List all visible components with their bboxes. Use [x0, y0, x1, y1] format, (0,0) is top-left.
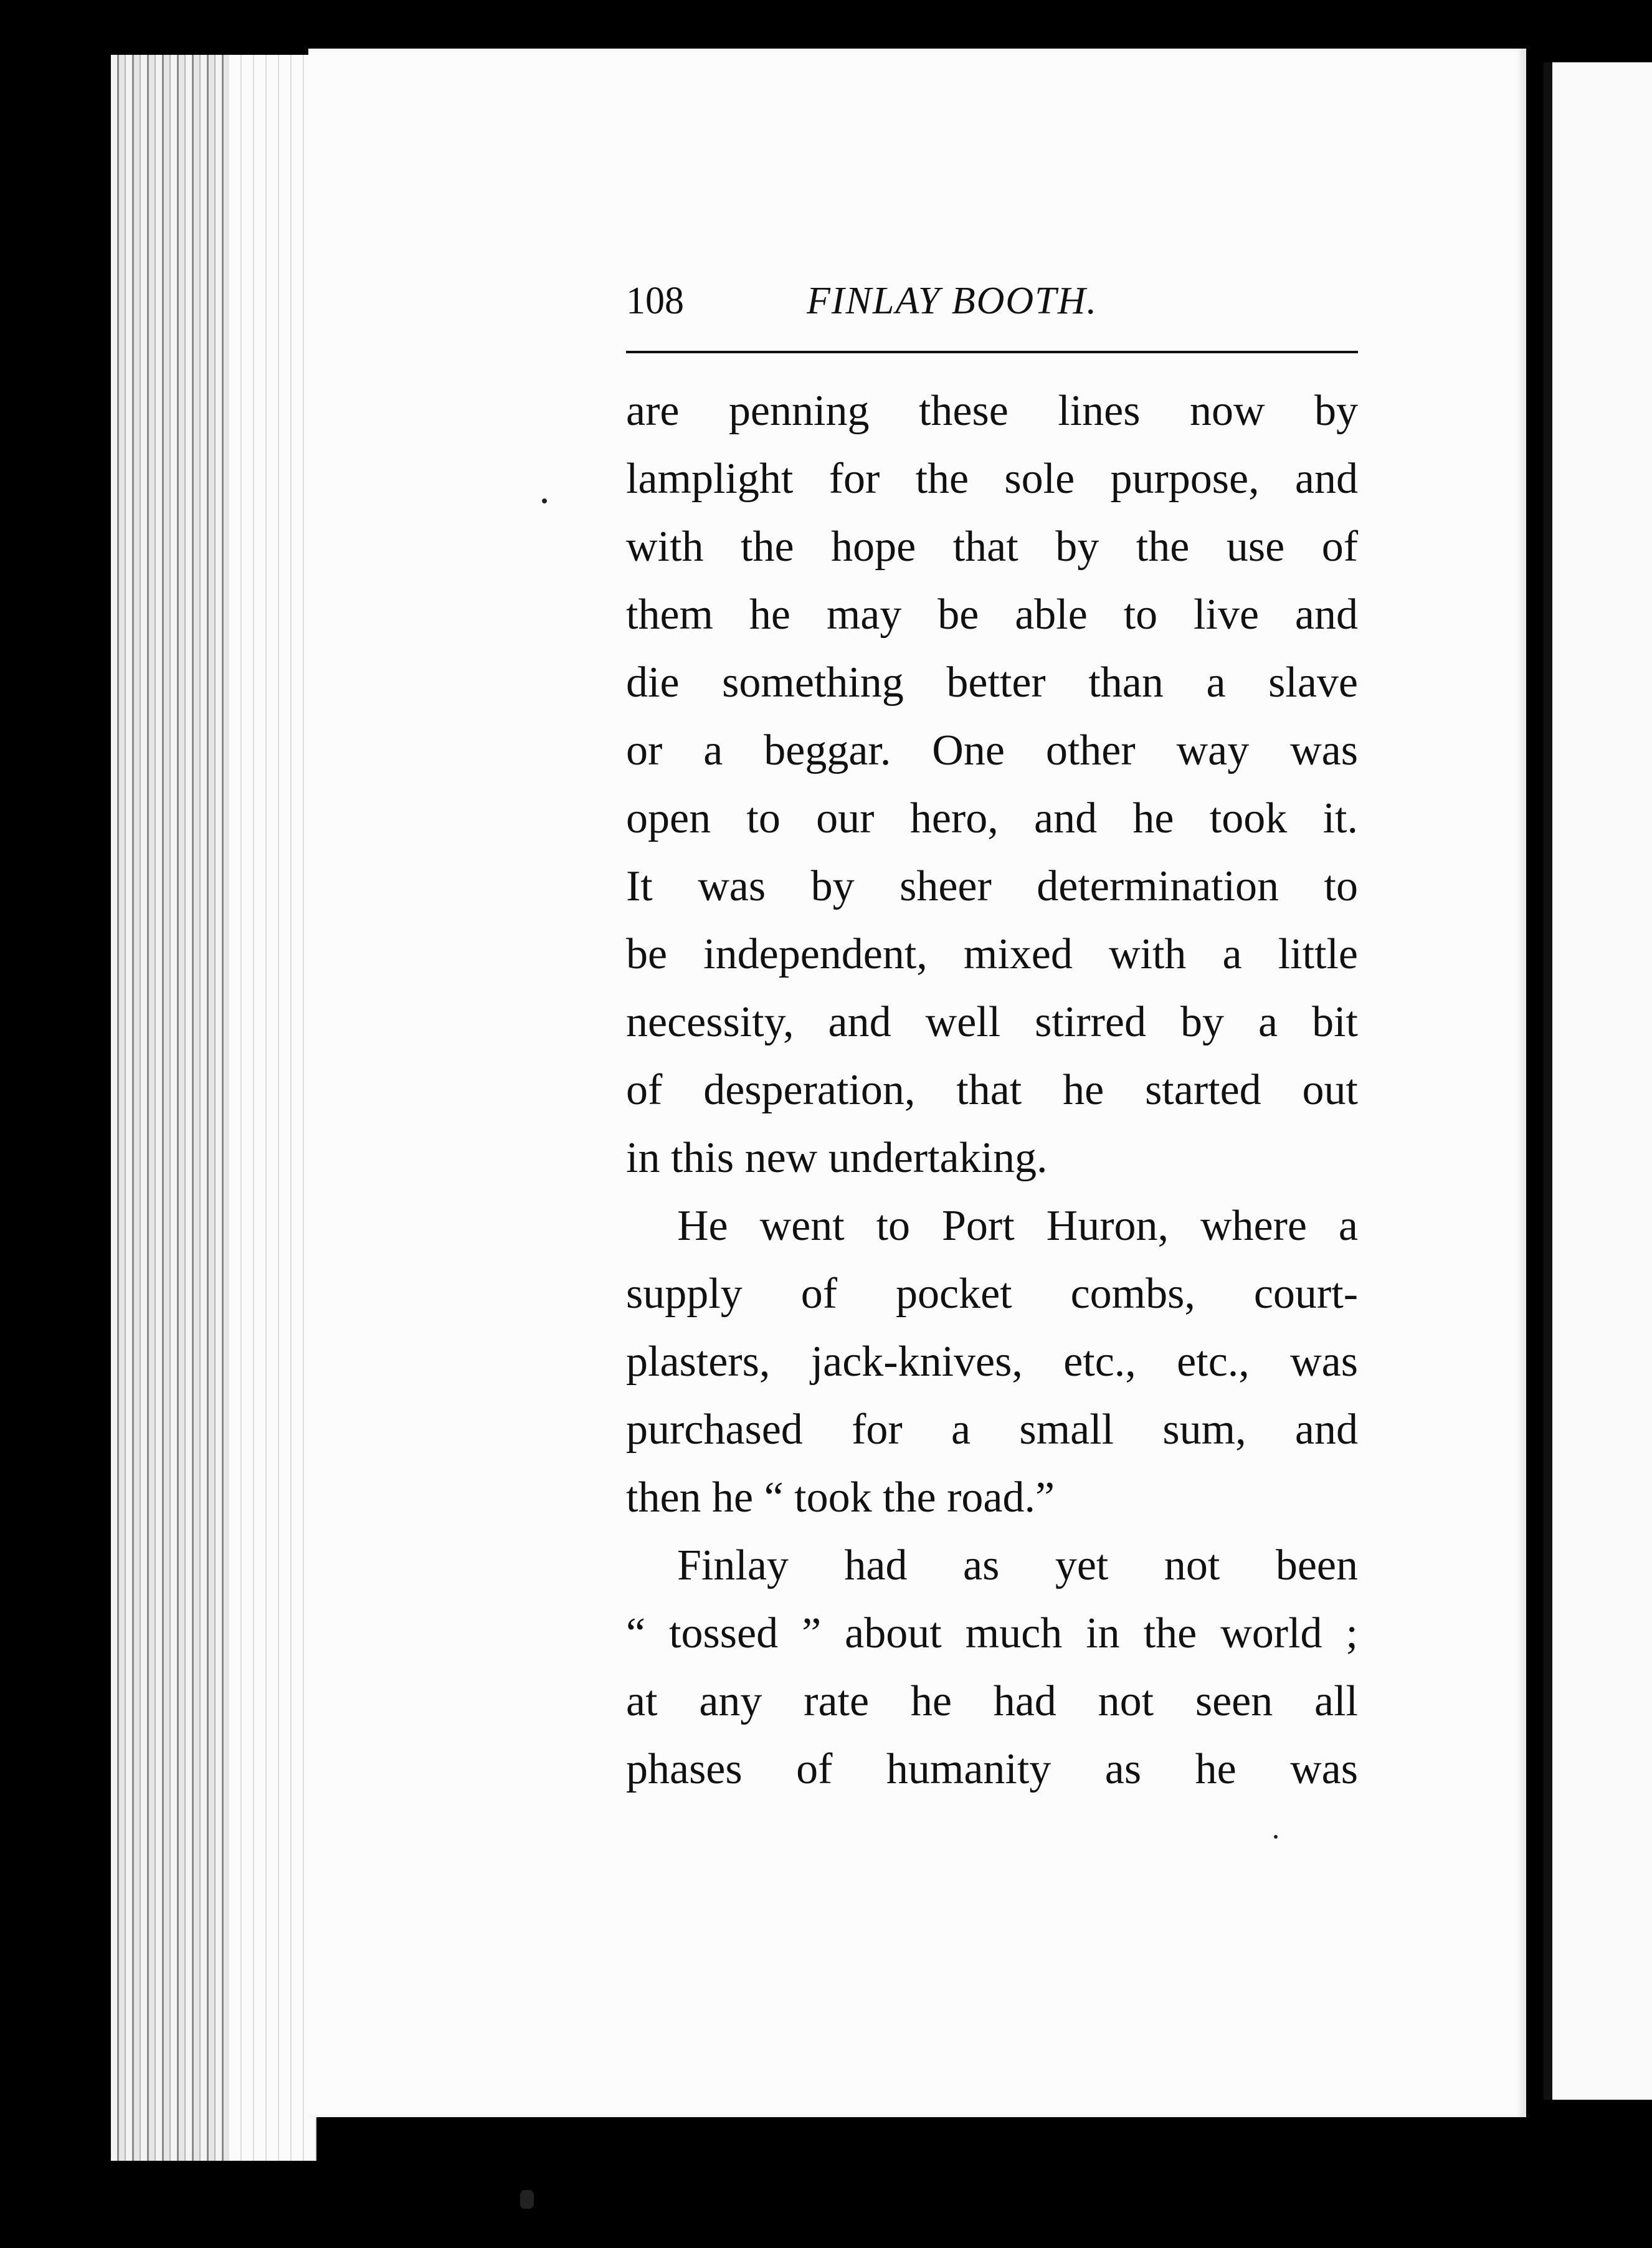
text-line: purchased for a small sum, and: [626, 1406, 1358, 1454]
text-line: of desperation, that he started out: [626, 1066, 1358, 1114]
page-edges: [111, 55, 316, 2161]
text-line: or a beggar. One other way was: [626, 726, 1358, 774]
text-line: are penning these lines now by: [626, 387, 1358, 435]
text-line: lamplight for the sole purpose, and: [626, 455, 1358, 503]
text-line: be independent, mixed with a little: [626, 930, 1358, 978]
scan-speck: [1274, 1835, 1278, 1839]
text-line: them he may be able to live and: [626, 591, 1358, 639]
header-rule: [626, 351, 1358, 353]
text-line: He went to Port Huron, where a: [677, 1202, 1358, 1250]
body-text: [626, 377, 1358, 1803]
text-line: at any rate he had not seen all: [626, 1677, 1358, 1725]
text-line: with the hope that by the use of: [626, 523, 1358, 571]
text-line: die something better than a slave: [626, 659, 1358, 707]
text-line: Finlay had as yet not been: [677, 1541, 1358, 1589]
text-line: supply of pocket combs, court-: [626, 1270, 1358, 1318]
page-number: 108: [626, 280, 684, 322]
text-line: in this new undertaking.: [626, 1134, 1048, 1182]
text-line: plasters, jack-knives, etc., etc., was: [626, 1338, 1358, 1386]
facing-page-edge: [1544, 62, 1652, 2100]
text-line: open to our hero, and he took it.: [626, 794, 1358, 842]
text-line: phases of humanity as he was: [626, 1745, 1358, 1793]
text-line: It was by sheer determination to: [626, 862, 1358, 910]
scan-speck: [542, 498, 547, 503]
text-line: necessity, and well stirred by a bit: [626, 998, 1358, 1046]
scan-speck: [520, 2190, 534, 2209]
running-head: [626, 279, 1358, 335]
text-line: then he “ took the road.”: [626, 1474, 1055, 1522]
running-title: FINLAY BOOTH.: [807, 280, 1098, 322]
text-line: “ tossed ” about much in the world ;: [626, 1609, 1358, 1657]
